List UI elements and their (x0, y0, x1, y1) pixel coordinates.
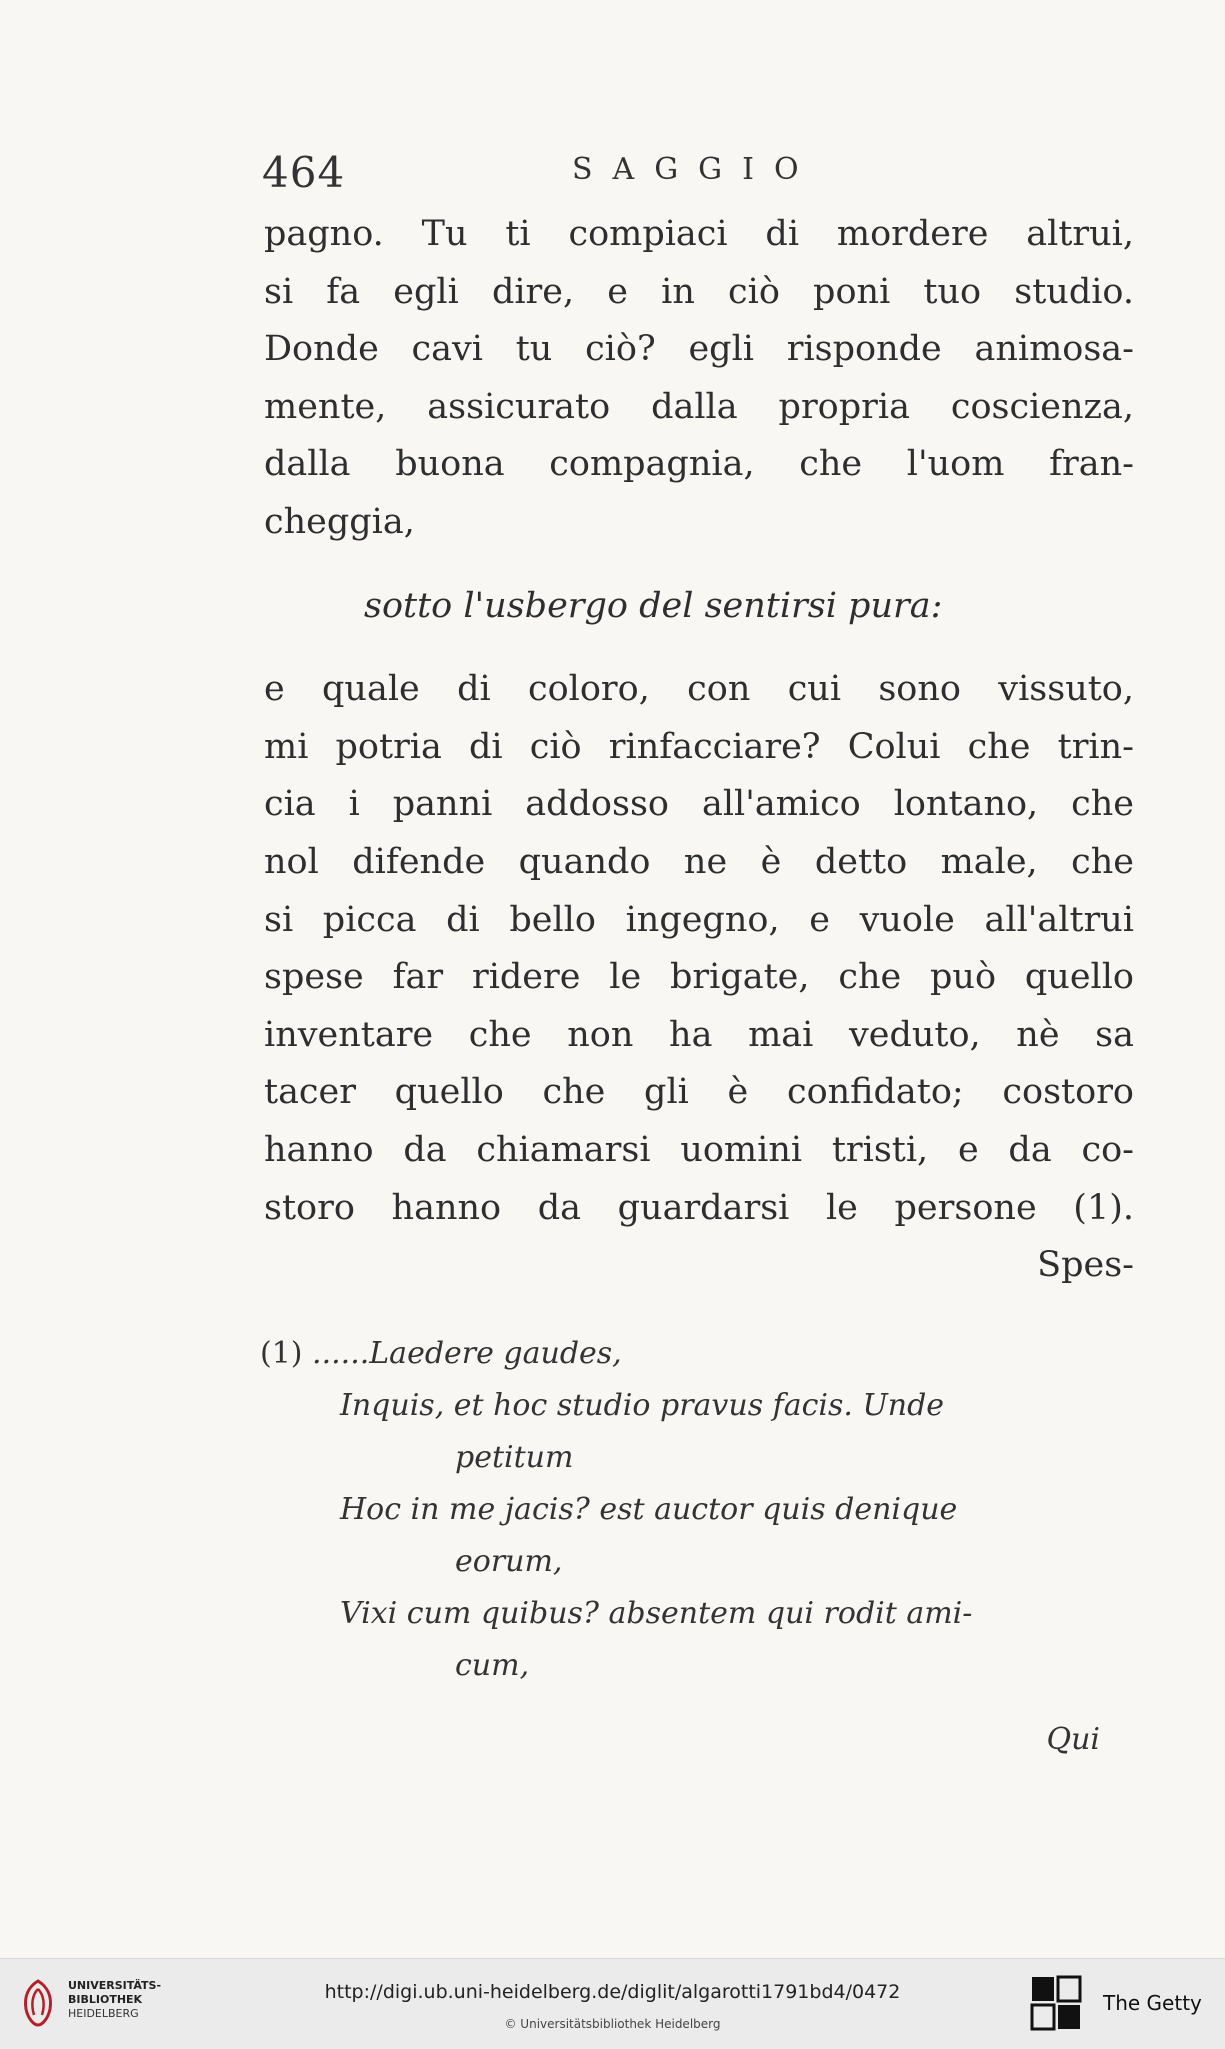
text-line: inventare che non ha mai veduto, nè sa (264, 1014, 1134, 1055)
text-line: pagno. Tu ti compiaci di mordere altrui, (264, 214, 1134, 254)
footnote-line: eorum, (455, 1544, 563, 1579)
footnote-line: ......Laedere gaudes, (312, 1336, 622, 1371)
library-name: UNIVERSITÄTS- BIBLIOTHEK HEIDELBERG (68, 1979, 162, 2020)
footnote-line: Vixi cum quibus? absentem qui rodit ami- (340, 1596, 973, 1631)
text-line: Donde cavi tu ciò? egli risponde animosa- (264, 329, 1134, 370)
getty-logo-icon (1030, 1975, 1082, 2031)
text-line: si picca di bello ingegno, e vuole all'altrui (264, 899, 1134, 940)
text-line: cia i panni addosso all'amico lontano, che (264, 784, 1134, 825)
permalink-url[interactable]: http://digi.ub.uni-heidelberg.de/diglit/algarotti1791bd4/0472 (324, 1981, 901, 2003)
viewer-footer (0, 1958, 1225, 2049)
text-line: spese far ridere le brigate, che può quello (264, 957, 1134, 998)
footnote-line: Hoc in me jacis? est auctor quis denique (340, 1492, 958, 1527)
footnote-line: petitum (455, 1440, 574, 1475)
text-line: mi potria di ciò rinfacciare? Colui che trin- (264, 726, 1134, 767)
text-line: storo hanno da guardarsi le persone (1). (264, 1187, 1134, 1228)
running-title: SAGGIO (572, 152, 819, 187)
sponsor-name: The Getty (1103, 1991, 1202, 2015)
text-line: si fa egli dire, e in ciò poni tuo studio. (264, 271, 1134, 312)
footnote-catchword: Qui (1046, 1722, 1100, 1757)
text-line: dalla buona compagnia, che l'uom fran- (264, 444, 1134, 485)
page-header (262, 148, 1132, 198)
text-line: e quale di coloro, con cui sono vissuto, (264, 669, 1134, 710)
footnote-marker: (1) (260, 1336, 303, 1371)
catchword: Spes- (1037, 1245, 1134, 1286)
main-text (264, 206, 1134, 1295)
footnote-line: cum, (455, 1648, 530, 1683)
copyright-notice: © Universitätsbibliothek Heidelberg (504, 2017, 721, 2031)
text-line: mente, assicurato dalla propria coscienza, (264, 386, 1134, 427)
verse-quote: sotto l'usbergo del sentirsi pura: (364, 585, 943, 626)
text-line: nol difende quando ne è detto male, che (264, 841, 1134, 882)
text-line: tacer quello che gli è confidato; costoro (264, 1072, 1134, 1113)
footnote (260, 1328, 1140, 1766)
text-line: cheggia, (264, 501, 415, 542)
text-line: hanno da chiamarsi uomini tristi, e da co- (264, 1129, 1134, 1170)
page-number: 464 (262, 148, 346, 197)
footnote-line: Inquis, et hoc studio pravus facis. Unde (340, 1388, 945, 1423)
